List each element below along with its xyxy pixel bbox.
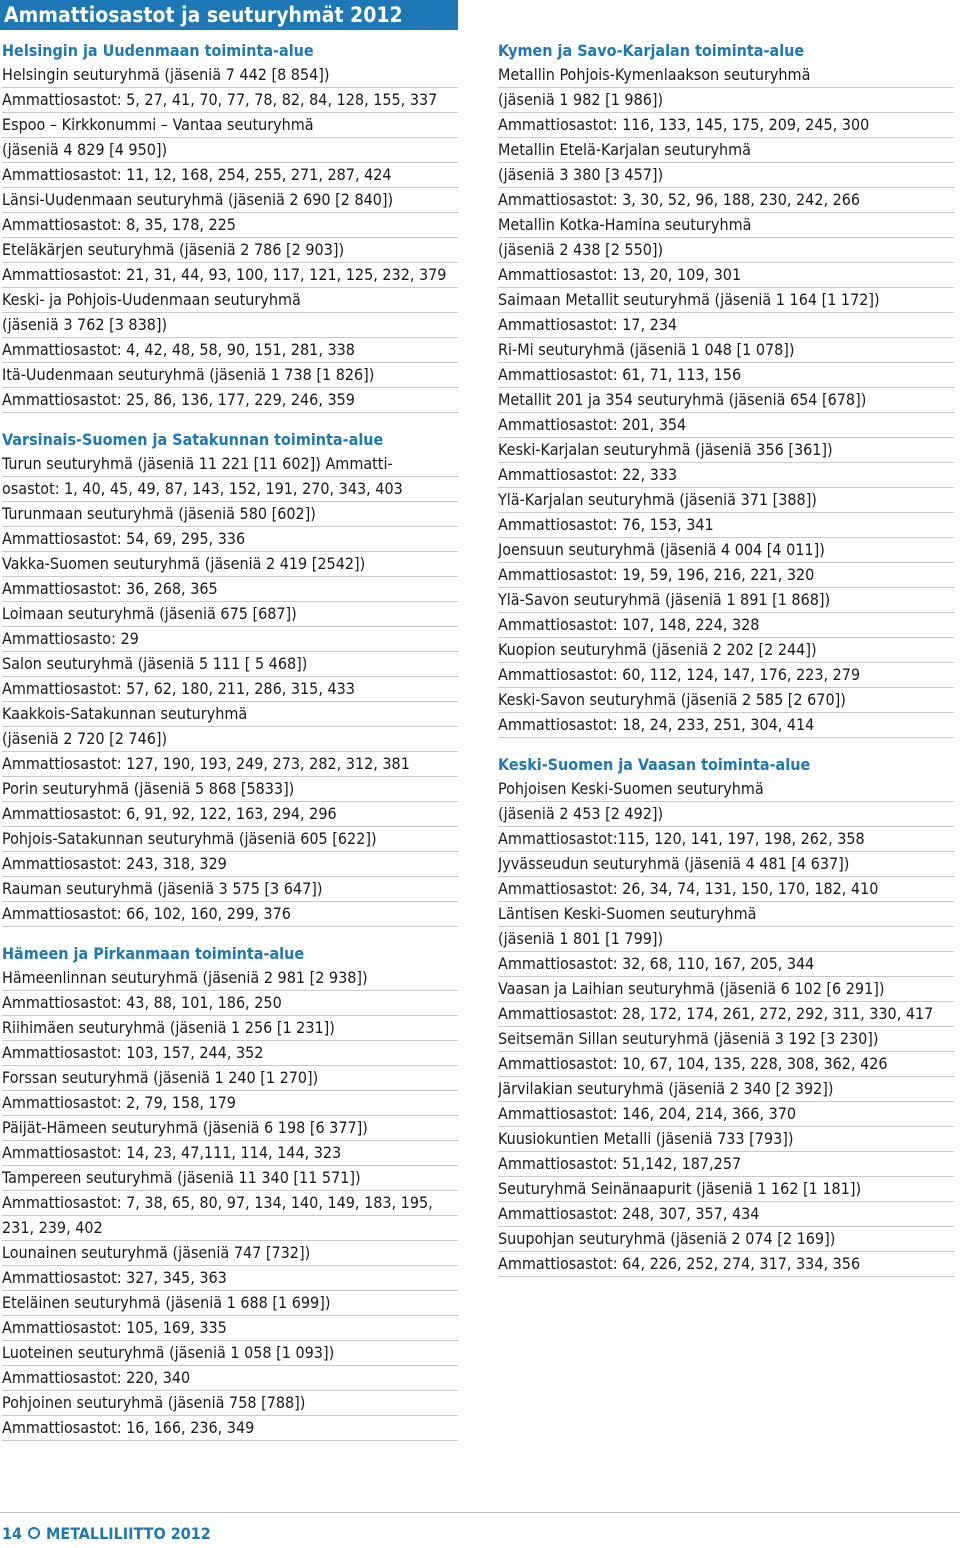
list-item: Ammattiosastot: 105, 169, 335 xyxy=(2,1316,458,1341)
list-item: Loimaan seuturyhmä (jäseniä 675 [687]) xyxy=(2,602,458,627)
list-item: Turunmaan seuturyhmä (jäseniä 580 [602]) xyxy=(2,502,458,527)
page-number: 14 xyxy=(2,1523,23,1543)
region-heading: Varsinais-Suomen ja Satakunnan toiminta-alue xyxy=(2,430,384,449)
list-item: Joensuun seuturyhmä (jäseniä 4 004 [4 011]) xyxy=(498,538,954,563)
list-item: Ammattiosastot: 14, 23, 47,111, 114, 144, 323 xyxy=(2,1141,458,1166)
list-item: Pohjois-Satakunnan seuturyhmä (jäseniä 605 [622]) xyxy=(2,827,458,852)
list-item: Ammattiosastot: 16, 166, 236, 349 xyxy=(2,1416,458,1441)
list-item: Ammattiosastot: 32, 68, 110, 167, 205, 344 xyxy=(498,952,954,977)
list-item: Ammattiosastot: 43, 88, 101, 186, 250 xyxy=(2,991,458,1016)
list-item: Ammattiosastot: 3, 30, 52, 96, 188, 230, 242, 266 xyxy=(498,188,954,213)
list-item: 231, 239, 402 xyxy=(2,1216,458,1241)
list-item: Pohjoisen Keski-Suomen seuturyhmä xyxy=(498,777,954,802)
page-footer xyxy=(0,1512,960,1548)
list-item: Helsingin seuturyhmä (jäseniä 7 442 [8 854]) xyxy=(2,63,458,88)
list-item: Metallin Etelä-Karjalan seuturyhmä xyxy=(498,138,954,163)
list-item: Forssan seuturyhmä (jäseniä 1 240 [1 270]) xyxy=(2,1066,458,1091)
list-item: Ammattiosastot: 2, 79, 158, 179 xyxy=(2,1091,458,1116)
list-item: (jäseniä 1 982 [1 986]) xyxy=(498,88,954,113)
list-item: Ammattiosastot: 327, 345, 363 xyxy=(2,1266,458,1291)
list-item: Vaasan ja Laihian seuturyhmä (jäseniä 6 102 [6 291]) xyxy=(498,977,954,1002)
list-item: Saimaan Metallit seuturyhmä (jäseniä 1 164 [1 172]) xyxy=(498,288,954,313)
list-item: Riihimäen seuturyhmä (jäseniä 1 256 [1 231]) xyxy=(2,1016,458,1041)
list-item: Ammattiosasto: 29 xyxy=(2,627,458,652)
list-item: Ammattiosastot: 116, 133, 145, 175, 209, 245, 300 xyxy=(498,113,954,138)
footer-label xyxy=(2,1522,211,1544)
list-item: (jäseniä 1 801 [1 799]) xyxy=(498,927,954,952)
list-item: Ammattiosastot: 220, 340 xyxy=(2,1366,458,1391)
list-item: Ammattiosastot: 51,142, 187,257 xyxy=(498,1152,954,1177)
list-item: Rauman seuturyhmä (jäseniä 3 575 [3 647]) xyxy=(2,877,458,902)
list-item: Metallin Pohjois-Kymenlaakson seuturyhmä xyxy=(498,63,954,88)
list-item: Ylä-Savon seuturyhmä (jäseniä 1 891 [1 868]) xyxy=(498,588,954,613)
list-item: Ammattiosastot: 22, 333 xyxy=(498,463,954,488)
list-item: Eteläkärjen seuturyhmä (jäseniä 2 786 [2 903]) xyxy=(2,238,458,263)
list-item: Ammattiosastot: 248, 307, 357, 434 xyxy=(498,1202,954,1227)
list-item: osastot: 1, 40, 45, 49, 87, 143, 152, 191, 270, 343, 403 xyxy=(2,477,458,502)
list-item: Länsi-Uudenmaan seuturyhmä (jäseniä 2 690 [2 840]) xyxy=(2,188,458,213)
footer-divider xyxy=(0,1512,960,1513)
list-item: Ammattiosastot: 25, 86, 136, 177, 229, 246, 359 xyxy=(2,388,458,413)
region-section xyxy=(2,38,458,413)
region-section xyxy=(498,38,954,738)
list-item: Ammattiosastot: 76, 153, 341 xyxy=(498,513,954,538)
list-item: Salon seuturyhmä (jäseniä 5 111 [ 5 468]) xyxy=(2,652,458,677)
list-item: Turun seuturyhmä (jäseniä 11 221 [11 602]) Ammatti- xyxy=(2,452,458,477)
list-item: Päijät-Hämeen seuturyhmä (jäseniä 6 198 [6 377]) xyxy=(2,1116,458,1141)
list-item: Ammattiosastot: 8, 35, 178, 225 xyxy=(2,213,458,238)
list-item: (jäseniä 2 720 [2 746]) xyxy=(2,727,458,752)
circle-separator-icon xyxy=(28,1527,40,1539)
list-item: Ammattiosastot: 7, 38, 65, 80, 97, 134, 140, 149, 183, 195, xyxy=(2,1191,458,1216)
list-item: Ammattiosastot: 66, 102, 160, 299, 376 xyxy=(2,902,458,927)
list-item: Ammattiosastot: 103, 157, 244, 352 xyxy=(2,1041,458,1066)
list-item: Keski-Karjalan seuturyhmä (jäseniä 356 [361]) xyxy=(498,438,954,463)
list-item: Lounainen seuturyhmä (jäseniä 747 [732]) xyxy=(2,1241,458,1266)
list-item: Ammattiosastot: 11, 12, 168, 254, 255, 271, 287, 424 xyxy=(2,163,458,188)
list-item: Ammattiosastot: 64, 226, 252, 274, 317, 334, 356 xyxy=(498,1252,954,1277)
list-item: Kuusiokuntien Metalli (jäseniä 733 [793]) xyxy=(498,1127,954,1152)
list-item: Ylä-Karjalan seuturyhmä (jäseniä 371 [388]) xyxy=(498,488,954,513)
list-item: Hämeenlinnan seuturyhmä (jäseniä 2 981 [2 938]) xyxy=(2,966,458,991)
list-item: Ammattiosastot: 21, 31, 44, 93, 100, 117, 121, 125, 232, 379 xyxy=(2,263,458,288)
list-item: Ammattiosastot: 28, 172, 174, 261, 272, 292, 311, 330, 417 xyxy=(498,1002,954,1027)
region-heading: Hämeen ja Pirkanmaan toiminta-alue xyxy=(2,944,305,963)
page-title: Ammattiosastot ja seuturyhmät 2012 xyxy=(0,0,458,30)
list-item: Ammattiosastot: 107, 148, 224, 328 xyxy=(498,613,954,638)
list-item: Jyvässeudun seuturyhmä (jäseniä 4 481 [4 637]) xyxy=(498,852,954,877)
list-item: Keski-Savon seuturyhmä (jäseniä 2 585 [2 670]) xyxy=(498,688,954,713)
list-item: Pohjoinen seuturyhmä (jäseniä 758 [788]) xyxy=(2,1391,458,1416)
list-item: Espoo – Kirkkonummi – Vantaa seuturyhmä xyxy=(2,113,458,138)
list-item: Ammattiosastot: 243, 318, 329 xyxy=(2,852,458,877)
list-item: Vakka-Suomen seuturyhmä (jäseniä 2 419 [2542]) xyxy=(2,552,458,577)
region-section xyxy=(2,427,458,927)
list-item: Ammattiosastot: 61, 71, 113, 156 xyxy=(498,363,954,388)
list-item: Ammattiosastot: 201, 354 xyxy=(498,413,954,438)
list-item: Kuopion seuturyhmä (jäseniä 2 202 [2 244]) xyxy=(498,638,954,663)
list-item: Keski- ja Pohjois-Uudenmaan seuturyhmä xyxy=(2,288,458,313)
list-item: Tampereen seuturyhmä (jäseniä 11 340 [11 571]) xyxy=(2,1166,458,1191)
list-item: Suupohjan seuturyhmä (jäseniä 2 074 [2 169]) xyxy=(498,1227,954,1252)
list-item: Ammattiosastot: 26, 34, 74, 131, 150, 170, 182, 410 xyxy=(498,877,954,902)
list-item: Ammattiosastot: 127, 190, 193, 249, 273, 282, 312, 381 xyxy=(2,752,458,777)
list-item: Ri-Mi seuturyhmä (jäseniä 1 048 [1 078]) xyxy=(498,338,954,363)
region-heading: Helsingin ja Uudenmaan toiminta-alue xyxy=(2,41,314,60)
list-item: Porin seuturyhmä (jäseniä 5 868 [5833]) xyxy=(2,777,458,802)
region-heading: Keski-Suomen ja Vaasan toiminta-alue xyxy=(498,755,811,774)
list-item: Ammattiosastot: 36, 268, 365 xyxy=(2,577,458,602)
list-item: Metallin Kotka-Hamina seuturyhmä xyxy=(498,213,954,238)
list-item: Seitsemän Sillan seuturyhmä (jäseniä 3 192 [3 230]) xyxy=(498,1027,954,1052)
list-item: Ammattiosastot: 6, 91, 92, 122, 163, 294, 296 xyxy=(2,802,458,827)
list-item: Eteläinen seuturyhmä (jäseniä 1 688 [1 699]) xyxy=(2,1291,458,1316)
list-item: Ammattiosastot: 18, 24, 233, 251, 304, 414 xyxy=(498,713,954,738)
list-item: (jäseniä 2 453 [2 492]) xyxy=(498,802,954,827)
list-item: Läntisen Keski-Suomen seuturyhmä xyxy=(498,902,954,927)
list-item: Järvilakian seuturyhmä (jäseniä 2 340 [2 392]) xyxy=(498,1077,954,1102)
list-item: Itä-Uudenmaan seuturyhmä (jäseniä 1 738 [1 826]) xyxy=(2,363,458,388)
left-column xyxy=(2,38,458,1455)
list-item: Luoteinen seuturyhmä (jäseniä 1 058 [1 093]) xyxy=(2,1341,458,1366)
list-item: (jäseniä 3 380 [3 457]) xyxy=(498,163,954,188)
region-heading: Kymen ja Savo-Karjalan toiminta-alue xyxy=(498,41,805,60)
region-section xyxy=(498,752,954,1277)
list-item: Ammattiosastot: 19, 59, 196, 216, 221, 320 xyxy=(498,563,954,588)
region-section xyxy=(2,941,458,1441)
list-item: Ammattiosastot: 4, 42, 48, 58, 90, 151, 281, 338 xyxy=(2,338,458,363)
list-item: Kaakkois-Satakunnan seuturyhmä xyxy=(2,702,458,727)
list-item: (jäseniä 3 762 [3 838]) xyxy=(2,313,458,338)
list-item: Ammattiosastot: 13, 20, 109, 301 xyxy=(498,263,954,288)
list-item: Ammattiosastot: 17, 234 xyxy=(498,313,954,338)
publication-name: METALLILIITTO 2012 xyxy=(46,1523,211,1543)
list-item: Ammattiosastot:115, 120, 141, 197, 198, 262, 358 xyxy=(498,827,954,852)
list-item: Ammattiosastot: 10, 67, 104, 135, 228, 308, 362, 426 xyxy=(498,1052,954,1077)
right-column xyxy=(498,38,954,1291)
list-item: Ammattiosastot: 146, 204, 214, 366, 370 xyxy=(498,1102,954,1127)
list-item: (jäseniä 2 438 [2 550]) xyxy=(498,238,954,263)
list-item: Ammattiosastot: 60, 112, 124, 147, 176, 223, 279 xyxy=(498,663,954,688)
list-item: (jäseniä 4 829 [4 950]) xyxy=(2,138,458,163)
list-item: Ammattiosastot: 57, 62, 180, 211, 286, 315, 433 xyxy=(2,677,458,702)
list-item: Seuturyhmä Seinänaapurit (jäseniä 1 162 [1 181]) xyxy=(498,1177,954,1202)
list-item: Metallit 201 ja 354 seuturyhmä (jäseniä 654 [678]) xyxy=(498,388,954,413)
list-item: Ammattiosastot: 54, 69, 295, 336 xyxy=(2,527,458,552)
list-item: Ammattiosastot: 5, 27, 41, 70, 77, 78, 82, 84, 128, 155, 337 xyxy=(2,88,458,113)
